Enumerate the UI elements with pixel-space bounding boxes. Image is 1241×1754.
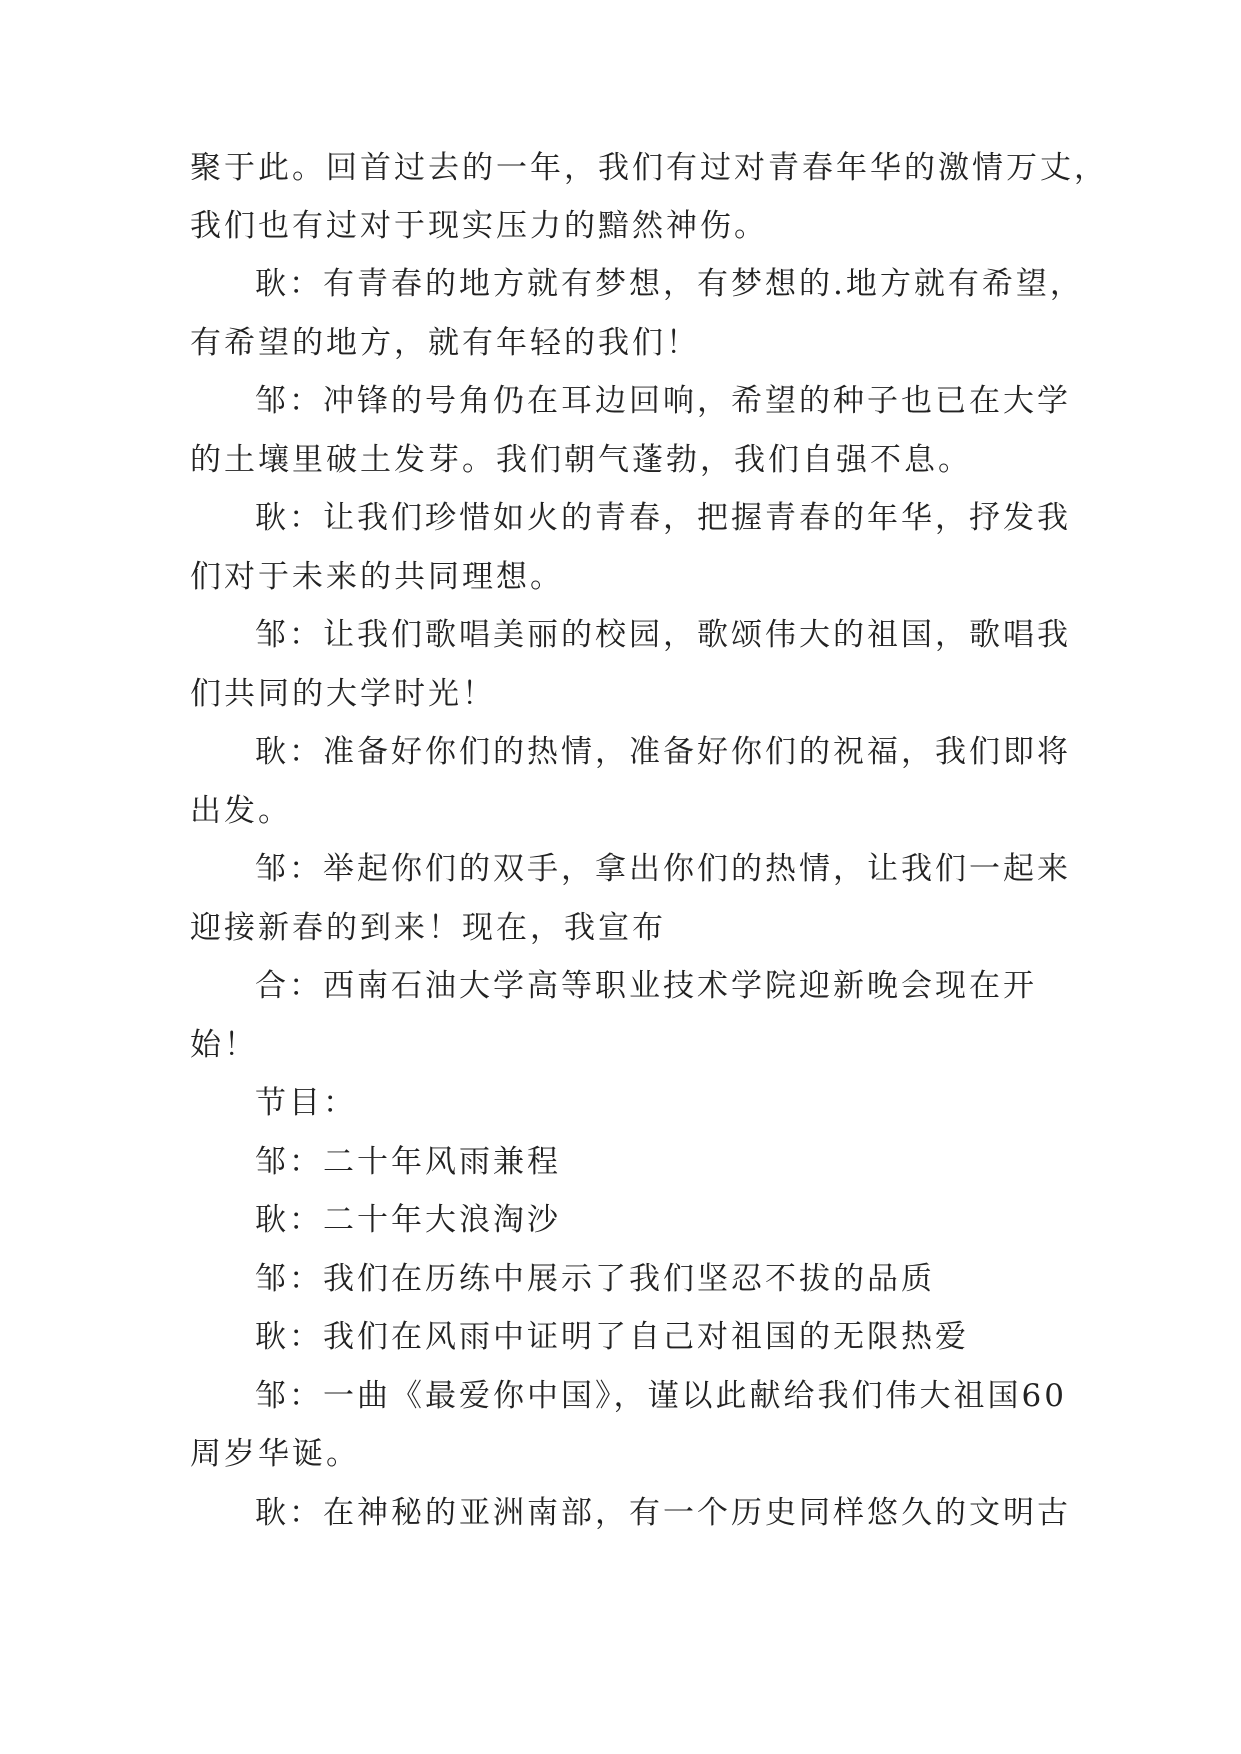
text-line: 迎接新春的到来！现在，我宣布 (190, 910, 666, 946)
text-line: 聚于此。回首过去的一年，我们有过对青春年华的激情万丈， (190, 150, 1108, 186)
text-line: 邹：让我们歌唱美丽的校园，歌颂伟大的祖国，歌唱我 (255, 617, 1071, 653)
text-line: 邹：一曲《最爱你中国》，谨以此献给我们伟大祖国60 (255, 1378, 1067, 1414)
text-line: 邹：举起你们的双手，拿出你们的热情，让我们一起来 (255, 851, 1071, 887)
text-line: 始！ (190, 1027, 258, 1063)
text-line: 耿：二十年大浪淘沙 (255, 1202, 561, 1238)
text-line: 有希望的地方，就有年轻的我们！ (190, 325, 700, 361)
text-line: 们对于未来的共同理想。 (190, 559, 564, 595)
text-line: 耿：准备好你们的热情，准备好你们的祝福，我们即将 (255, 734, 1071, 770)
text-line: 们共同的大学时光！ (190, 676, 496, 712)
text-line: 耿：让我们珍惜如火的青春，把握青春的年华，抒发我 (255, 500, 1071, 536)
text-line: 邹：二十年风雨兼程 (255, 1144, 561, 1180)
text-line: 的土壤里破土发芽。我们朝气蓬勃，我们自强不息。 (190, 442, 972, 478)
text-line: 耿：在神秘的亚洲南部，有一个历史同样悠久的文明古 (255, 1495, 1071, 1531)
text-line: 合：西南石油大学高等职业技术学院迎新晚会现在开 (255, 968, 1037, 1004)
text-line: 耿：有青春的地方就有梦想，有梦想的.地方就有希望， (255, 266, 1084, 302)
text-line: 节目： (255, 1085, 357, 1121)
text-line: 出发。 (190, 793, 292, 829)
text-line: 邹：冲锋的号角仍在耳边回响，希望的种子也已在大学 (255, 383, 1071, 419)
text-line: 我们也有过对于现实压力的黯然神伤。 (190, 208, 768, 244)
text-line: 邹：我们在历练中展示了我们坚忍不拔的品质 (255, 1261, 935, 1297)
text-line: 耿：我们在风雨中证明了自己对祖国的无限热爱 (255, 1319, 969, 1355)
text-line: 周岁华诞。 (190, 1436, 360, 1472)
